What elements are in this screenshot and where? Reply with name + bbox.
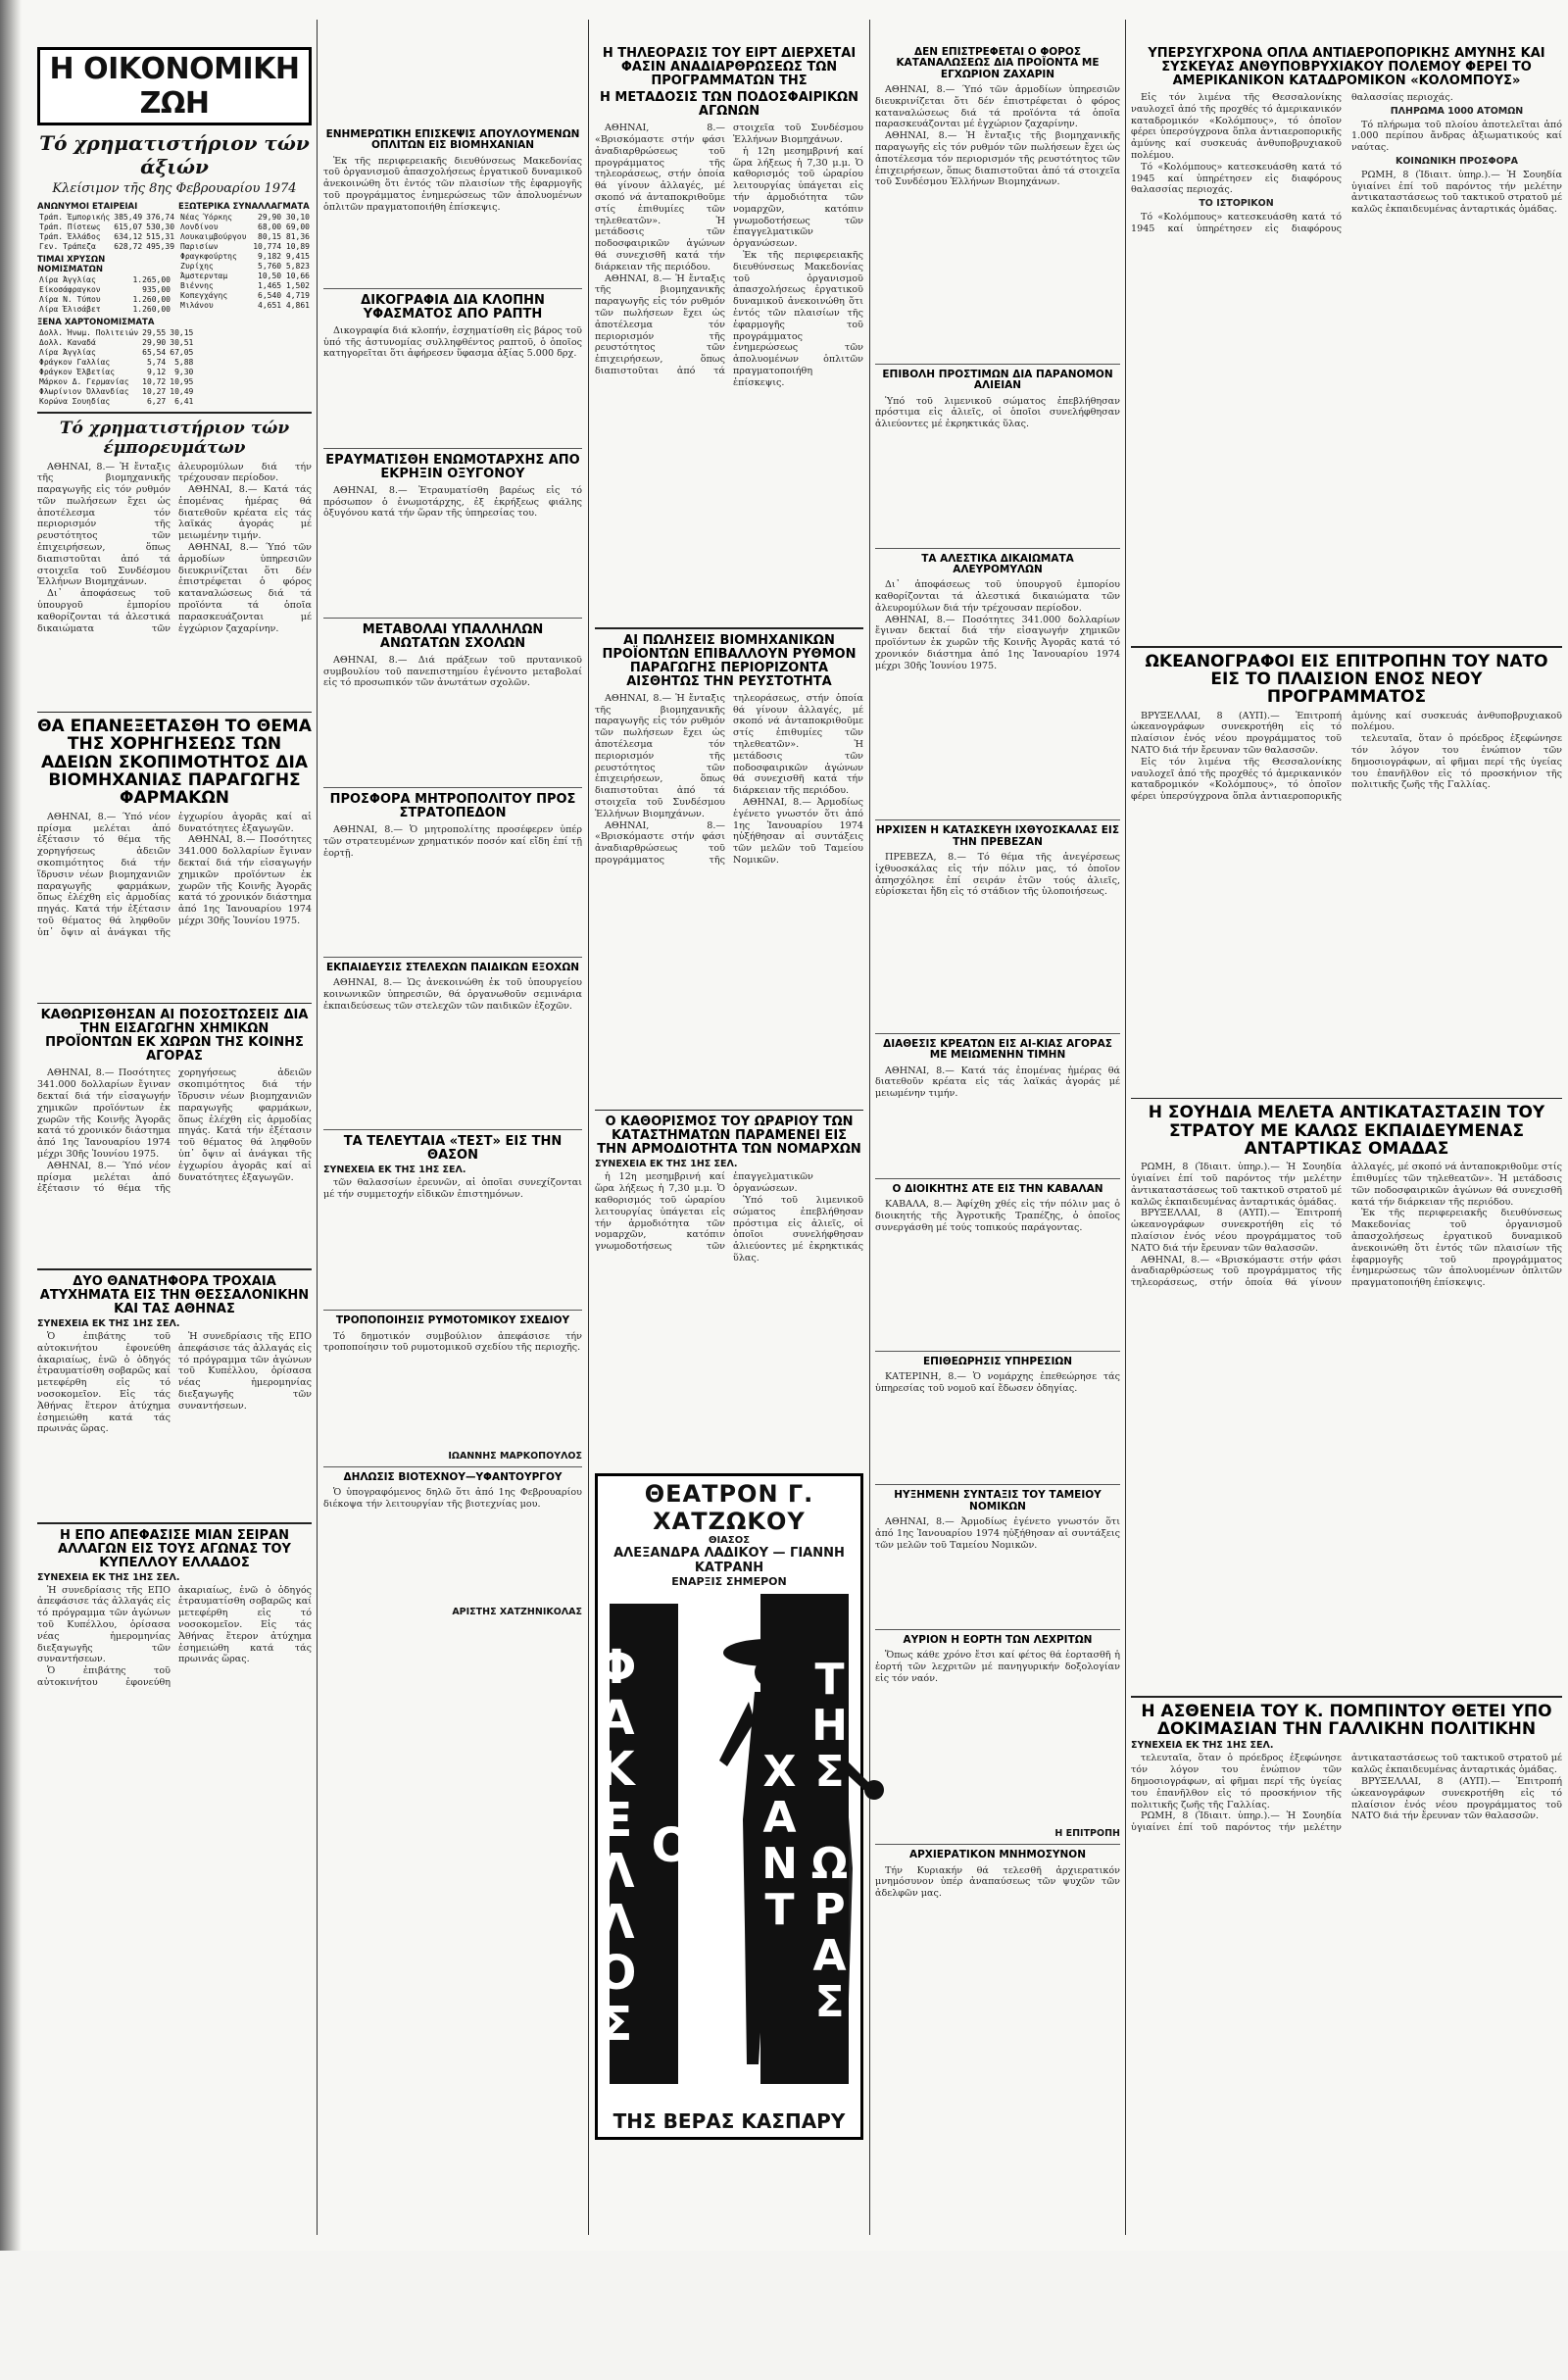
table-row: Είκοσάφραγκον 935,00 — [39, 285, 171, 294]
headline-shop-hours: Ο ΚΑΘΟΡΙΣΜΟΣ ΤΟΥ ΩΡΑΡΙΟΥ ΤΩΝ ΚΑΤΑΣΤΗΜΑΤΩΝ ΠΑΡΑΜΕΝΕΙ ΕΙΣ ΤΗΝ ΑΡΜΟΔΙΟΤΗΤΑ ΤΩΝ ΝΟΜΑΡΧΩΝ — [597, 1115, 861, 1158]
article-memorial: Τήν Κυριακήν θά τελεσθῆ ἀρχιερατικόν μνημόσυνον ὑπέρ ἀναπαύσεως τῶν ψυχῶν τῶν ἀδελφῶν μας. — [875, 1864, 1120, 1900]
article-townplan: Τό δημοτικόν συμβούλιον ἀπεφάσισε τήν τροποποίησιν τοῦ ρυμοτομικοῦ σχεδίου τῆς περιοχῆς. — [323, 1330, 582, 1354]
column-2 — [323, 129, 582, 2380]
continued-label: ΣΥΝΕΧΕΙΑ ΕΚ ΤΗΣ 1ΗΣ ΣΕΛ. — [37, 1318, 180, 1330]
article-mills: Δι᾿ ἀποφάσεως τοῦ ὑπουργοῦ ἐμπορίου καθορίζονται τά ἀλεστικά δικαιώματα τῶν ἀλευρομύλων διά τήν τρέχουσαν περίοδον. ΑΘΗΝΑΙ, 8.— Ποσότητες 341.000 δολλαρίων ἔγιναν δεκταί διά τήν εἰσαγωγήν χημικῶν προϊόντων ἐκ χωρῶν τῆς Κοινῆς Ἀγορᾶς κατά τό χρονικόν διάστημα ἀπό 1ης Ἰανουαρίου 1974 μέχρι 30ῆς Ἰουνίου 1975. — [875, 579, 1120, 671]
article-fishing: Ὑπό τοῦ λιμενικοῦ σώματος ἐπεβλήθησαν πρόστιμα εἰς ἁλιεῖς, οἱ ὁποῖοι συνελήφθησαν ἁλιεύοντες μέ ἐκρηκτικάς ὕλας. — [875, 395, 1120, 430]
section-title: Η ΟΙΚΟΝΟΜΙΚΗ ΖΩΗ — [37, 47, 312, 125]
market-title: Τό χρηματιστήριον τών άξιών — [39, 131, 310, 178]
ad-right-title: ΤΗΣ ΩΡΑΣ ΧΑΝΤ — [760, 1594, 849, 2084]
table-row: Τράπ. Έλλάδος 634,12 515,31 — [39, 232, 175, 241]
signature: ΙΩΑΝΝΗΣ ΜΑΡΚΟΠΟΥΛΟΣ — [448, 1450, 582, 1462]
ad-cast: ΑΛΕΞΑΝΔΡΑ ΛΑΔΙΚΟΥ — ΓΙΑΝΝΗ ΚΑΤΡΑΝΗ — [613, 1546, 845, 1576]
headline-nato: ΩΚΕΑΝΟΓΡΑΦΟΙ ΕΙΣ ΕΠΙΤΡΟΠΗΝ ΤΟΥ ΝΑΤΟ ΕΙΣ ΤΟ ΠΛΑΙΣΙΟΝ ΕΝΟΣ ΝΕΟΥ ΠΡΟΓΡΑΜΜΑΤΟΣ — [1145, 651, 1548, 708]
headline-inspection: ΕΠΙΘΕΩΡΗΣΙΣ ΥΠΗΡΕΣΙΩΝ — [922, 1355, 1073, 1367]
table-row: Κορώνα Σουηδίας 6,27 6,41 — [39, 397, 194, 406]
article-camps: ΑΘΗΝΑΙ, 8.— Ὡς ἀνεκοινώθη ἐκ τοῦ ὑπουργείου κοινωνικῶν ὑπηρεσιῶν, θά ὀργανωθοῦν σεμινάρια ἐκπαιδεύσεως τῶν στελεχῶν τῶν παιδικῶν ἐξοχῶν. — [323, 977, 582, 1012]
continued-label: ΣΥΝΕΧΕΙΑ ΕΚ ΤΗΣ 1ΗΣ ΣΕΛ. — [595, 1159, 738, 1170]
headline-staff: ΜΕΤΑΒΟΛΑΙ ΥΠΑΛΛΗΛΩΝ ΑΝΩΤΑΤΩΝ ΣΧΟΛΩΝ — [362, 621, 544, 651]
table-row: Τράπ. Έμπορικής 385,49 376,74 — [39, 213, 175, 222]
article-tailor: Δικογραφία διά κλοπήν, ἐσχηματίσθη εἰς βάρος τοῦ ὑπό τῆς ἀστυνομίας συλληφθέντος ραπτοῦ, ὁ ὁποῖος κατηγορεῖται ὅτι ἀφήρεσεν ὕφασμα ἀξίας 5.000 δρχ. — [323, 324, 582, 360]
paper-table — [37, 328, 195, 407]
article-nato: ΒΡΥΞΕΛΛΑΙ, 8 (ΑΥΠ).— Ἐπιτροπή ὠκεανογράφων συνεκροτήθη εἰς τό πλαίσιον ἑνός νέου προγράμματος τοῦ ΝΑΤΟ διά τήν ἔρευναν τῶν θαλασσῶν. Εἰς τόν λιμένα τῆς Θεσσαλονίκης ναυλοχεῖ ἀπό τῆς προχθές τό ἀμερικανικόν καταδρομικόν «Κολόμπους», τό ὁποῖον φέρει ὑπερσύγχρονα ὅπλα ἀντιαεροπορικῆς ἀμύνης καί συσκευάς ἀνθυποβρυχιακοῦ πολέμου. τελευταῖα, ὅταν ὁ πρόεδρος ἐξεφώνησε τόν λόγον του ἐνώπιον τῶν δημοσιογράφων, αἱ φῆμαι περί τῆς ὑγείας του ἐπανῆλθον εἰς τό προσκήνιον τῆς πολιτικῆς ζωῆς τῆς Γαλλίας. — [1131, 710, 1562, 803]
headline-preveza: ΗΡΧΙΣΕΝ Η ΚΑΤΑΣΚΕΥΗ ΙΧΘΥΟΣΚΑΛΑΣ ΕΙΣ ΤΗΝ ΠΡΕΒΕΖΑΝ — [875, 824, 1120, 848]
headline-accidents: ΔΥΟ ΘΑΝΑΤΗΦΟΡΑ ΤΡΟΧΑΙΑ ΑΤΥΧΗΜΑΤΑ ΕΙΣ ΤΗΝ ΘΕΣΣΑΛΟΝΙΚΗΝ ΚΑΙ ΤΑΣ ΑΘΗΝΑΣ — [39, 1273, 310, 1316]
table-row: Λουκαιμβούργου 80,15 81,36 — [180, 232, 310, 241]
article-accidents: Ὁ ἐπιβάτης τοῦ αὐτοκινήτου ἐφονεύθη ἀκαριαίως, ἐνῶ ὁ ὁδηγός ἐτραυματίσθη σοβαρῶς καί μετεφέρθη εἰς τό νοσοκομεῖον. Εἰς τάς Ἀθήνας ἕτερον ἀτύχημα ἐσημειώθη κατά τάς πρωινάς ὥρας. Ἡ συνεδρίασις τῆς ΕΠΟ ἀπεφάσισε τάς ἀλλαγάς εἰς τό πρόγραμμα τῶν ἀγώνων τοῦ Κυπέλλου, ὁρίσασα νέας ἡμερομηνίας διεξαγωγῆς τῶν συναντήσεων. — [37, 1331, 312, 1435]
table-row: Φραγκφούρτης 9,182 9,415 — [180, 252, 310, 261]
headline-tests: ΤΑ ΤΕΛΕΥΤΑΙΑ «ΤΕΣΤ» ΕΙΣ ΤΗΝ ΘΑΣΟΝ — [343, 1134, 563, 1164]
article-epo: Ἡ συνεδρίασις τῆς ΕΠΟ ἀπεφάσισε τάς ἀλλαγάς εἰς τό πρόγραμμα τῶν ἀγώνων τοῦ Κυπέλλου, ὁρίσασα νέας ἡμερομηνίας διεξαγωγῆς τῶν συναντήσεων. Ὁ ἐπιβάτης τοῦ αὐτοκινήτου ἐφονεύθη ἀκαριαίως, ἐνῶ ὁ ὁδηγός ἐτραυματίσθη σοβαρῶς καί μετεφέρθη εἰς τό νοσοκομεῖον. Εἰς τάς Ἀθήνας ἕτερον ἀτύχημα ἐσημειώθη κατά τάς πρωινάς ὥρας. — [37, 1584, 312, 1688]
subhead-eirt: Η ΜΕΤΑΔΟΣΙΣ ΤΩΝ ΠΟΔΟΣΦΑΙΡΙΚΩΝ ΑΓΩΝΩΝ — [600, 90, 858, 120]
table-row: Λίρα Ν. Τύπου 1.260,00 — [39, 295, 171, 304]
article-pension: ΑΘΗΝΑΙ, 8.— Ἀρμοδίως ἐγένετο γνωστόν ὅτι ἀπό 1ης Ἰανουαρίου 1974 ηὐξήθησαν αἱ συντάξεις τῶν μελῶν τοῦ Ταμείου Νομικῶν. — [875, 1515, 1120, 1551]
headline-mills: ΤΑ ΑΛΕΣΤΙΚΑ ΔΙΚΑΙΩΜΑΤΑ ΑΛΕΥΡΟΜΥΛΩΝ — [921, 552, 1074, 575]
article-columbus: Εἰς τόν λιμένα τῆς Θεσσαλονίκης ναυλοχεῖ ἀπό τῆς προχθές τό ἀμερικανικόν καταδρομικόν «Κολόμπους», τό ὁποῖον φέρει ὑπερσύγχρονα ὅπλα ἀντιαεροπορικῆς ἀμύνης καί συσκευάς ἀνθυποβρυχιακοῦ πολέμου. Τό «Κολόμπους» κατεσκευάσθη κατά τό 1945 καί ὑπηρέτησεν εἰς διαφόρους θαλασσίας περιοχάς. ΤΟ ΙΣΤΟΡΙΚΟΝ Τό «Κολόμπους» κατεσκευάσθη κατά τό 1945 καί ὑπηρέτησεν εἰς διαφόρους θαλασσίας περιοχάς. ΠΛΗΡΩΜΑ 1000 ΑΤΟΜΩΝ Τό πλήρωμα τοῦ πλοίου ἀποτελεῖται ἀπό 1.000 περίπου ἄνδρας ἀξιωματικούς καί ναύτας. ΚΟΙΝΩΝΙΚΗ ΠΡΟΣΦΟΡΑ ΡΩΜΗ, 8 (Ἰδιαιτ. ὑπηρ.).— Ἡ Σουηδία ὑγιαίνει ἐπί τοῦ παρόντος τήν μελέτην ἀντικαταστάσεως τοῦ τακτικοῦ στρατοῦ μέ καλῶς ἐκπαιδευμένας ἀνταρτικάς ὁμάδας. — [1131, 92, 1562, 234]
signature: Η ΕΠΙΤΡΟΠΗ — [1054, 1828, 1120, 1840]
table-row: Γεν. Τράπεζα 628,72 495,39 — [39, 242, 175, 251]
ad-theatre-name: ΘΕΑΤΡΟΝ Γ. ΧΑΤΖΩΚΟΥ — [644, 1480, 814, 1536]
ad-opening: ΕΝΑΡΞΙΣ ΣΗΜΕΡΟΝ — [671, 1575, 787, 1589]
headline-eirt: Η ΤΗΛΕΟΡΑΣΙΣ ΤΟΥ ΕΙΡΤ ΔΙΕΡΧΕΤΑΙ ΦΑΣΙΝ ΑΝΑΔΙΑΡΘΡΩΣΕΩΣ ΤΩΝ ΠΡΟΓΡΑΜΜΑΤΩΝ ΤΗΣ — [602, 46, 857, 89]
headline-kavala: Ο ΔΙΟΙΚΗΤΗΣ ΑΤΕ ΕΙΣ ΤΗΝ ΚΑΒΑΛΑΝ — [892, 1182, 1103, 1195]
headline-fishing: ΕΠΙΒΟΛΗ ΠΡΟΣΤΙΜΩΝ ΔΙΑ ΠΑΡΑΝΟΜΟΝ ΑΛΙΕΙΑΝ — [882, 368, 1113, 392]
ad-troupe: ΘΙΑΣΟΣ — [708, 1535, 751, 1547]
article-pharma: ΑΘΗΝΑΙ, 8.— Ύπό νέον πρίσμα μελέται ἀπό ἐξέτασιν τό θέμα τῆς χορηγήσεως ἀδειῶν σκοπιμότητος διά τήν ἵδρυσιν νέων βιομηχανιῶν παραγωγῆς φαρμάκων, ὅπως ἐλέχθη εἰς ἁρμοδίας πηγάς. Κατά τήν ἐξέτασιν τοῦ θέματος θά ληφθοῦν ὑπ᾿ ὄψιν αἱ ἀνάγκαι τῆς ἐγχωρίου ἀγορᾶς καί αἱ δυνατότητες ἐξαγωγῶν. ΑΘΗΝΑΙ, 8.— Ποσότητες 341.000 δολλαρίων ἔγιναν δεκταί διά τήν εἰσαγωγήν χημικῶν προϊόντων ἐκ χωρῶν τῆς Κοινῆς Ἀγορᾶς κατά τό χρονικόν διάστημα ἀπό 1ης Ἰανουαρίου 1974 μέχρι 30ῆς Ἰουνίου 1975. — [37, 811, 312, 938]
table-row: Λονδίνου 68,00 69,00 — [180, 223, 310, 231]
table-row: Παρισίων 10,774 10,89 — [180, 242, 310, 251]
continued-label: ΣΥΝΕΧΕΙΑ ΕΚ ΤΗΣ 1ΗΣ ΣΕΛ. — [1131, 1740, 1274, 1752]
article-soldiers: Ἐκ τῆς περιφερειακῆς διευθύνσεως Μακεδονίας τοῦ ὀργανισμοῦ ἀπασχολήσεως ἐργατικοῦ δυναμικοῦ ἀνεκοινώθη ὅτι ἐντός τῶν πλαισίων τῆς ἐφαρμογῆς τοῦ προγράμματος ἐνημερώσεως τῶν ἀπολυομένων ὁπλιτῶν πραγματοποιήθη ἐπίσκεψις. — [323, 155, 582, 213]
article-pompidou: τελευταῖα, ὅταν ὁ πρόεδρος ἐξεφώνησε τόν λόγον του ἐνώπιον τῶν δημοσιογράφων, αἱ φῆμαι περί τῆς ὑγείας του ἐπανῆλθον εἰς τό προσκήνιον τῆς πολιτικῆς ζωῆς τῆς Γαλλίας. ΡΩΜΗ, 8 (Ἰδιαιτ. ὑπηρ.).— Ἡ Σουηδία ὑγιαίνει ἐπί τοῦ παρόντος τήν μελέτην ἀντικαταστάσεως τοῦ τακτικοῦ στρατοῦ μέ καλῶς ἐκπαιδευμένας ἀνταρτικάς ὁμάδας. ΒΡΥΞΕΛΛΑΙ, 8 (ΑΥΠ).— Ἐπιτροπή ὠκεανογράφων συνεκροτήθη εἰς τό πλαίσιον ἑνός νέου προγράμματος τοῦ ΝΑΤΟ διά τήν ἔρευναν τῶν θαλασσῶν. — [1131, 1753, 1562, 1834]
headline-declaration: ΔΗΛΩΣΙΣ ΒΙΟΤΕΧΝΟΥ—ΥΦΑΝΤΟΥΡΓΟΥ — [343, 1470, 563, 1483]
continued-label: ΣΥΝΕΧΕΙΑ ΕΚ ΤΗΣ 1ΗΣ ΣΕΛ. — [37, 1571, 180, 1583]
signature: ΑΡΙΣΤΗΣ ΧΑΤΖΗΝΙΚΟΛΑΣ — [452, 1606, 582, 1617]
ad-left-title: Ο ΦΑΚΕΛΛΟΣ — [610, 1604, 678, 2084]
article-metropolitan: ΑΘΗΝΑΙ, 8.— Ὁ μητροπολίτης προσέφερεν ὑπέρ τῶν στρατευμένων χρηματικόν ποσόν καί εἴδη ἐπί τῇ ἑορτῇ. — [323, 823, 582, 859]
subhead-crew: ΠΛΗΡΩΜΑ 1000 ΑΤΟΜΩΝ — [1390, 105, 1524, 117]
headline-pension: ΗΥΞΗΜΕΝΗ ΣΥΝΤΑΞΙΣ ΤΟΥ ΤΑΜΕΙΟΥ ΝΟΜΙΚΩΝ — [894, 1489, 1102, 1512]
commodity-title: Τό χρηματιστήριον τών έμπορευμάτων — [59, 418, 290, 458]
table-row: Κοπεγχάγης 6,540 4,719 — [180, 291, 310, 300]
article-tax: ΑΘΗΝΑΙ, 8.— Ύπό τῶν ἁρμοδίων ὑπηρεσιῶν διευκρινίζεται ὅτι δέν ἐπιστρέφεται ὁ φόρος καταναλώσεως διά τά προϊόντα τά ὁποῖα παρασκευάζονται μέ ἐγχώριον ζαχαρίνην. ΑΘΗΝΑΙ, 8.— Ἡ ἔνταξις τῆς βιομηχανικῆς παραγωγῆς εἰς τόν ρυθμόν τῶν πωλήσεων ἔχει ὡς ἀποτέλεσμα τόν περιορισμόν τῆς ρευστότητος τῶν ἐπιχειρήσεων, ὅπως διαπιστοῦται ἀπό τά στοιχεῖα τοῦ Συνδέσμου Ἑλλήνων Βιομηχάνων. — [875, 83, 1120, 188]
table-row: Ζυρίχης 5,760 5,823 — [180, 262, 310, 271]
article-inspection: ΚΑΤΕΡΙΝΗ, 8.— Ὁ νομάρχης ἐπεθεώρησε τάς ὑπηρεσίας τοῦ νομοῦ καί ἔδωσεν ὁδηγίας. — [875, 1371, 1120, 1395]
table-row: Λίρα Έλισάβετ 1.260,00 — [39, 305, 171, 314]
headline-tailor: ΔΙΚΟΓΡΑΦΙΑ ΔΙΑ ΚΛΟΠΗΝ ΥΦΑΣΜΑΤΟΣ ΑΠΟ ΡΑΠΤΗ — [361, 292, 545, 322]
article-staff: ΑΘΗΝΑΙ, 8.— Διά πράξεων τοῦ πρυτανικοῦ συμβουλίου τοῦ πανεπιστημίου ἐγένοντο μεταβολαί εἰς τό προσωπικόν τῶν ἀνωτάτων σχολῶν. — [323, 654, 582, 689]
table-row: Φλωρίνιον Όλλανδίας 10,27 10,49 — [39, 387, 194, 396]
ad-artwork — [589, 1594, 857, 2104]
table-row: Νέας Ύόρκης 29,90 30,10 — [180, 213, 310, 222]
headline-oxygen: ΕΡΑΥΜΑΤΙΣΘΗ ΕΝΩΜΟΤΑΡΧΗΣ ΑΠΟ ΕΚΡΗΞΙΝ ΟΞΥΓΟΝΟΥ — [325, 452, 580, 481]
market-dateline: Κλείσιμον τῆς 8ης Φεβρουαρίου 1974 — [52, 181, 297, 196]
headline-industrial-sales: ΑΙ ΠΩΛΗΣΕΙΣ ΒΙΟΜΗΧΑΝΙΚΩΝ ΠΡΟΪΟΝΤΩΝ ΕΠΙΒΑΛΛΟΥΝ ΡΥΘΜΟΝ ΠΑΡΑΓΩΓΗΣ ΠΕΡΙΟΡΙΖΟΝΤΑ ΑΙΣΘΗΤΩΣ ΤΗΝ ΡΕΥΣΤΟΤΗΤΑ — [602, 632, 857, 689]
ad-footer: ΤΗΣ ΒΕΡΑΣ ΚΑΣΠΑΡΥ — [612, 2109, 846, 2134]
headline-epo: Η ΕΠΟ ΑΠΕΦΑΣΙΣΕ ΜΙΑΝ ΣΕΙΡΑΝ ΑΛΛΑΓΩΝ ΕΙΣ ΤΟΥΣ ΑΓΩΝΑΣ ΤΟΥ ΚΥΠΕΛΛΟΥ ΕΛΛΑΔΟΣ — [58, 1527, 291, 1570]
article-eirt: ΑΘΗΝΑΙ, 8.— «Βρισκόμαστε στήν φάσι ἀναδιαρθρώσεως τοῦ προγράμματος τῆς τηλεοράσεως, στήν ὁποία θά γίνουν ἀλλαγές, μέ σκοπό νά ἀνταποκριθοῦμε στίς ἐπιθυμίες τῶν τηλεθεατῶν». Ἡ μετάδοσις τῶν ποδοσφαιρικῶν ἀγώνων θά συνεχισθῆ κατά τήν διάρκειαν τῆς περιόδου. ΑΘΗΝΑΙ, 8.— Ἡ ἔνταξις τῆς βιομηχανικῆς παραγωγῆς εἰς τόν ρυθμόν τῶν πωλήσεων ἔχει ὡς ἀποτέλεσμα τόν περιορισμόν τῆς ρευστότητος τῶν ἐπιχειρήσεων, ὅπως διαπιστοῦται ἀπό τά στοιχεῖα τοῦ Συνδέσμου Ἑλλήνων Βιομηχάνων. ἡ 12η μεσημβρινή καί ὥρα λήξεως ἡ 7,30 μ.μ. Ὁ καθορισμός τοῦ ὡραρίου λειτουργίας ὑπάγεται εἰς τήν ἁρμοδιότητα τῶν νομαρχῶν, κατόπιν γνωμοδοτήσεως τῶν ἐπαγγελματικῶν ὀργανώσεων. Ἐκ τῆς περιφερειακῆς διευθύνσεως Μακεδονίας τοῦ ὀργανισμοῦ ἀπασχολήσεως ἐργατικοῦ δυναμικοῦ ἀνεκοινώθη ὅτι ἐντός τῶν πλαισίων τῆς ἐφαρμογῆς τοῦ προγράμματος ἐνημερώσεως τῶν ἀπολυομένων ὁπλιτῶν πραγματοποιήθη ἐπίσκεψις. — [595, 123, 863, 388]
continued-label: ΣΥΝΕΧΕΙΑ ΕΚ ΤΗΣ 1ΗΣ ΣΕΛ. — [323, 1165, 466, 1176]
headline-memorial: ΑΡΧΙΕΡΑΤΙΚΟΝ ΜΝΗΜΟΣΥΝΟΝ — [908, 1849, 1087, 1861]
table-row: Τράπ. Πίστεως 615,07 530,30 — [39, 223, 175, 231]
table-row: Μάρκον Δ. Γερμανίας 10,72 10,95 — [39, 377, 194, 386]
commodity-report: ΑΘΗΝΑΙ, 8.— Ἡ ἔνταξις τῆς βιομηχανικῆς παραγωγῆς εἰς τόν ρυθμόν τῶν πωλήσεων ἔχει ὡς ἀποτέλεσμα τόν περιορισμόν τῆς ρευστότητος τῶν ἐπιχειρήσεων, ὅπως διαπιστοῦται ἀπό τά στοιχεῖα τοῦ Συνδέσμου Ἑλλήνων Βιομηχάνων. Δι᾿ ἀποφάσεως τοῦ ὑπουργοῦ ἐμπορίου καθορίζονται τά ἀλεστικά δικαιώματα τῶν ἀλευρομύλων διά τήν τρέχουσαν περίοδον. ΑΘΗΝΑΙ, 8.— Κατά τάς ἑπομένας ἡμέρας θά διατεθοῦν κρέατα εἰς τάς λαϊκάς ἀγοράς μέ μειωμένην τιμήν. ΑΘΗΝΑΙ, 8.— Ύπό τῶν ἁρμοδίων ὑπηρεσιῶν διευκρινίζεται ὅτι δέν ἐπιστρέφεται ὁ φόρος καταναλώσεως διά τά προϊόντα τά ὁποῖα παρασκευάζονται μέ ἐγχώριον ζαχαρίνην. — [37, 461, 312, 634]
table-row: Δολλ. Καναδά 29,90 30,51 — [39, 338, 194, 347]
table-row: Δολλ. Ήνωμ. Πολιτειών 29,55 30,15 — [39, 328, 194, 337]
headline-pharma: ΘΑ ΕΠΑΝΕΞΕΤΑΣΘΗ ΤΟ ΘΕΜΑ ΤΗΣ ΧΟΡΗΓΗΣΕΩΣ ΤΩΝ ΑΔΕΙΩΝ ΣΚΟΠΙΜΟΤΗΤΟΣ ΔΙΑ ΒΙΟΜΗΧΑΝΙΑΣ ΠΑΡΑΓΩΓΗΣ ΦΑΡΜΑΚΩΝ — [37, 717, 312, 809]
article-chemicals: ΑΘΗΝΑΙ, 8.— Ποσότητες 341.000 δολλαρίων ἔγιναν δεκταί διά τήν εἰσαγωγήν χημικῶν προϊόντων ἐκ χωρῶν τῆς Κοινῆς Ἀγορᾶς κατά τό χρονικόν διάστημα ἀπό 1ης Ἰανουαρίου 1974 μέχρι 30ῆς Ἰουνίου 1975. ΑΘΗΝΑΙ, 8.— Ύπό νέον πρίσμα μελέται ἀπό ἐξέτασιν τό θέμα τῆς χορηγήσεως ἀδειῶν σκοπιμότητος διά τήν ἵδρυσιν νέων βιομηχανιῶν παραγωγῆς φαρμάκων, ὅπως ἐλέχθη εἰς ἁρμοδίας πηγάς. Κατά τήν ἐξέτασιν τοῦ θέματος θά ληφθοῦν ὑπ᾿ ὄψιν αἱ ἀνάγκαι τῆς ἐγχωρίου ἀγορᾶς καί αἱ δυνατότητες ἐξαγωγῶν. — [37, 1067, 312, 1195]
headline-feast: ΑΥΡΙΟΝ Η ΕΟΡΤΗ ΤΩΝ ΛΕΧΡΙΤΩΝ — [903, 1633, 1093, 1646]
column-4 — [875, 47, 1120, 2298]
table-row: Λίρα Άγγλίας 1.265,00 — [39, 275, 171, 284]
article-meat: ΑΘΗΝΑΙ, 8.— Κατά τάς ἑπομένας ἡμέρας θά διατεθοῦν κρέατα εἰς τάς λαϊκάς ἀγοράς μέ μειωμένην τιμήν. — [875, 1065, 1120, 1100]
article-tests: τῶν θαλασσίων ἐρευνῶν, αἱ ὁποῖαι συνεχίζονται μέ τήν συμμετοχήν εἰδικῶν ἐπιστημόνων. — [323, 1177, 582, 1201]
headline-columbus: ΥΠΕΡΣΥΓΧΡΟΝΑ ΟΠΛΑ ΑΝΤΙΑΕΡΟΠΟΡΙΚΗΣ ΑΜΥΝΗΣ ΚΑΙ ΣΥΣΚΕΥΑΣ ΑΝΘΥΠΟΒΡΥΧΙΑΚΟΥ ΠΟΛΕΜΟΥ ΦΕΡΕΙ ΤΟ ΑΜΕΡΙΚΑΝΙΚΟΝ ΚΑΤΑΔΡΟΜΙΚΟΝ «ΚΟΛΟΜΠΟΥΣ» — [1148, 46, 1545, 89]
table-row: Βιέννης 1,465 1,502 — [180, 281, 310, 290]
table-row: Μιλάνου 4,651 4,861 — [180, 301, 310, 310]
shares-table — [37, 213, 176, 252]
subhead-social: ΚΟΙΝΩΝΙΚΗ ΠΡΟΣΦΟΡΑ — [1395, 156, 1519, 168]
headline-sweden: Η ΣΟΥΗΔΙΑ ΜΕΛΕΤΑ ΑΝΤΙΚΑΤΑΣΤΑΣΙΝ ΤΟΥ ΣΤΡΑΤΟΥ ΜΕ ΚΑΛΩΣ ΕΚΠΑΙΔΕΥΜΕΝΑΣ ΑΝΤΑΡΤΙΚΑΣ ΟΜΑΔΑΣ — [1148, 1103, 1545, 1159]
article-sweden: ΡΩΜΗ, 8 (Ἰδιαιτ. ὑπηρ.).— Ἡ Σουηδία ὑγιαίνει ἐπί τοῦ παρόντος τήν μελέτην ἀντικαταστάσεως τοῦ τακτικοῦ στρατοῦ μέ καλῶς ἐκπαιδευμένας ἀνταρτικάς ὁμάδας. ΒΡΥΞΕΛΛΑΙ, 8 (ΑΥΠ).— Ἐπιτροπή ὠκεανογράφων συνεκροτήθη εἰς τό πλαίσιον ἑνός νέου προγράμματος τοῦ ΝΑΤΟ διά τήν ἔρευναν τῶν θαλασσῶν. ΑΘΗΝΑΙ, 8.— «Βρισκόμαστε στήν φάσι ἀναδιαρθρώσεως τοῦ προγράμματος τῆς τηλεοράσεως, στήν ὁποία θά γίνουν ἀλλαγές, μέ σκοπό νά ἀνταποκριθοῦμε στίς ἐπιθυμίες τῶν τηλεθεατῶν». Ἡ μετάδοσις τῶν ποδοσφαιρικῶν ἀγώνων θά συνεχισθῆ κατά τήν διάρκειαν τῆς περιόδου. Ἐκ τῆς περιφερειακῆς διευθύνσεως Μακεδονίας τοῦ ὀργανισμοῦ ἀπασχολήσεως ἐργατικοῦ δυναμικοῦ ἀνεκοινώθη ὅτι ἐντός τῶν πλαισίων τῆς ἐφαρμογῆς τοῦ προγράμματος ἐνημερώσεως τῶν ἀπολυομένων ὁπλιτῶν πραγματοποιήθη ἐπίσκεψις. — [1131, 1162, 1562, 1289]
column-5 — [1131, 47, 1562, 2298]
column-1 — [37, 47, 312, 2298]
table-row: Άμστερνταμ 10,50 10,66 — [180, 272, 310, 280]
shares-heading: ΑΝΩΝΥΜΟΙ ΕΤΑΙΡΕΙΑΙ — [37, 202, 138, 212]
fx-table — [178, 213, 312, 311]
column-3 — [589, 46, 863, 2298]
gold-heading: ΤΙΜΑΙ ΧΡΥΣΩΝ ΝΟΜΙΣΜΑΤΩΝ — [37, 255, 106, 274]
article-shop-hours: ἡ 12η μεσημβρινή καί ὥρα λήξεως ἡ 7,30 μ.μ. Ὁ καθορισμός τοῦ ὡραρίου λειτουργίας ὑπάγεται εἰς τήν ἁρμοδιότητα τῶν νομαρχῶν, κατόπιν γνωμοδοτήσεως τῶν ἐπαγγελματικῶν ὀργανώσεων. Ὑπό τοῦ λιμενικοῦ σώματος ἐπεβλήθησαν πρόστιμα εἰς ἁλιεῖς, οἱ ὁποῖοι συνελήφθησαν ἁλιεύοντες μέ ἐκρηκτικάς ὕλας. — [595, 1171, 863, 1264]
column-rule — [1125, 20, 1126, 2235]
article-feast: Ὅπως κάθε χρόνο ἔτσι καί φέτος θά ἑορτασθῆ ἡ ἑορτή τῶν λεχριτῶν μέ πανηγυρικήν δοξολογίαν εἰς τόν ναόν. — [875, 1650, 1120, 1684]
headline-camps: ΕΚΠΑΙΔΕΥΣΙΣ ΣΤΕΛΕΧΩΝ ΠΑΙΔΙΚΩΝ ΕΞΟΧΩΝ — [325, 961, 580, 973]
headline-tax: ΔΕΝ ΕΠΙΣΤΡΕΦΕΤΑΙ Ο ΦΟΡΟΣ ΚΑΤΑΝΑΛΩΣΕΩΣ ΔΙΑ ΠΡΟΪΟΝΤΑ ΜΕ ΕΓΧΩΡΙΟΝ ΖΑΧΑΡΙΝ — [896, 46, 1100, 80]
gold-table — [37, 275, 172, 315]
headline-townplan: ΤΡΟΠΟΠΟΙΗΣΙΣ ΡΥΜΟΤΟΜΙΚΟΥ ΣΧΕΔΙΟΥ — [335, 1314, 570, 1327]
fx-heading: ΕΞΩΤΕΡΙΚΑ ΣΥΝΑΛΛΑΓΜΑΤΑ — [178, 202, 310, 212]
article-oxygen: ΑΘΗΝΑΙ, 8.— Ἐτραυματίσθη βαρέως εἰς τό πρόσωπον ὁ ἐνωμοτάρχης, ἐξ ἐκρήξεως φιάλης ὀξυγόνου κατά τήν ὥραν τῆς ὑπηρεσίας του. — [323, 484, 582, 520]
headline-soldiers: ΕΝΗΜΕΡΩΤΙΚΗ ΕΠΙΣΚΕΨΙΣ ΑΠΟΥΛΟΥΜΕΝΩΝ ΟΠΛΙΤΩΝ ΕΙΣ ΒΙΟΜΗΧΑΝΙΑΝ — [325, 128, 580, 152]
paper-heading: ΞΕΝΑ ΧΑΡΤΟΝΟΜΙΣΜΑΤΑ — [37, 318, 155, 327]
table-row: Λίρα Άγγλίας 65,54 67,05 — [39, 348, 194, 357]
column-rule — [317, 20, 318, 2235]
article-declaration: Ὁ ὑπογραφόμενος δηλῶ ὅτι ἀπό 1ης Φεβρουαρίου διέκοψα τήν λειτουργίαν τῆς βιοτεχνίας μου. — [323, 1486, 582, 1510]
article-industrial-sales: ΑΘΗΝΑΙ, 8.— Ἡ ἔνταξις τῆς βιομηχανικῆς παραγωγῆς εἰς τόν ρυθμόν τῶν πωλήσεων ἔχει ὡς ἀποτέλεσμα τόν περιορισμόν τῆς ρευστότητος τῶν ἐπιχειρήσεων, ὅπως διαπιστοῦται ἀπό τά στοιχεῖα τοῦ Συνδέσμου Ἑλλήνων Βιομηχάνων. ΑΘΗΝΑΙ, 8.— «Βρισκόμαστε στήν φάσι ἀναδιαρθρώσεως τοῦ προγράμματος τῆς τηλεοράσεως, στήν ὁποία θά γίνουν ἀλλαγές, μέ σκοπό νά ἀνταποκριθοῦμε στίς ἐπιθυμίες τῶν τηλεθεατῶν». Ἡ μετάδοσις τῶν ποδοσφαιρικῶν ἀγώνων θά συνεχισθῆ κατά τήν διάρκειαν τῆς περιόδου. ΑΘΗΝΑΙ, 8.— Ἀρμοδίως ἐγένετο γνωστόν ὅτι ἀπό 1ης Ἰανουαρίου 1974 ηὐξήθησαν αἱ συντάξεις τῶν μελῶν τοῦ Ταμείου Νομικῶν. — [595, 692, 863, 866]
headline-pompidou: Η ΑΣΘΕΝΕΙΑ ΤΟΥ Κ. ΠΟΜΠΙΝΤΟΥ ΘΕΤΕΙ ΥΠΟ ΔΟΚΙΜΑΣΙΑΝ ΤΗΝ ΓΑΛΛΙΚΗΝ ΠΟΛΙΤΙΚΗΝ — [1141, 1701, 1552, 1740]
article-preveza: ΠΡΕΒΕΖΑ, 8.— Τό θέμα τῆς ἀνεγέρσεως ἰχθυοσκάλας εἰς τήν πόλιν μας, τό ὁποῖον ἀπησχόλησε ἐπί σειράν ἐτῶν τούς ἁλιεῖς, εὑρίσκεται ἤδη εἰς τό στάδιον τῆς ὑλοποιήσεως. — [875, 851, 1120, 898]
article-kavala: ΚΑΒΑΛΑ, 8.— Ἀφίχθη χθές εἰς τήν πόλιν μας ὁ διοικητής τῆς Ἀγροτικῆς Τραπέζης, ὁ ὁποῖος συνεργάσθη μέ τούς τοπικούς παράγοντας. — [875, 1198, 1120, 1233]
table-row: Φράγκον Γαλλίας 5,74 5,88 — [39, 358, 194, 367]
headline-metropolitan: ΠΡΟΣΦΟΡΑ ΜΗΤΡΟΠΟΛΙΤΟΥ ΠΡΟΣ ΣΤΡΑΤΟΠΕΔΟΝ — [329, 791, 576, 820]
subhead-history: ΤΟ ΙΣΤΟΡΙΚΟΝ — [1199, 198, 1274, 210]
theatre-advertisement[interactable] — [589, 1473, 863, 2140]
page-fold-shadow — [0, 0, 22, 2251]
headline-meat: ΔΙΑΘΕΣΙΣ ΚΡΕΑΤΩΝ ΕΙΣ ΑΙ-ΚΙΑΣ ΑΓΟΡΑΣ ΜΕ ΜΕΙΩΜΕΝΗΝ ΤΙΜΗΝ — [883, 1037, 1112, 1062]
headline-chemicals: ΚΑΘΩΡΙΣΘΗΣΑΝ ΑΙ ΠΟΣΟΣΤΩΣΕΙΣ ΔΙΑ ΤΗΝ ΕΙΣΑΓΩΓΗΝ ΧΗΜΙΚΩΝ ΠΡΟΪΟΝΤΩΝ ΕΚ ΧΩΡΩΝ ΤΗΣ ΚΟΙΝΗΣ ΑΓΟΡΑΣ — [40, 1008, 309, 1065]
table-row: Φράγκον Έλβετίας 9,12 9,30 — [39, 368, 194, 376]
